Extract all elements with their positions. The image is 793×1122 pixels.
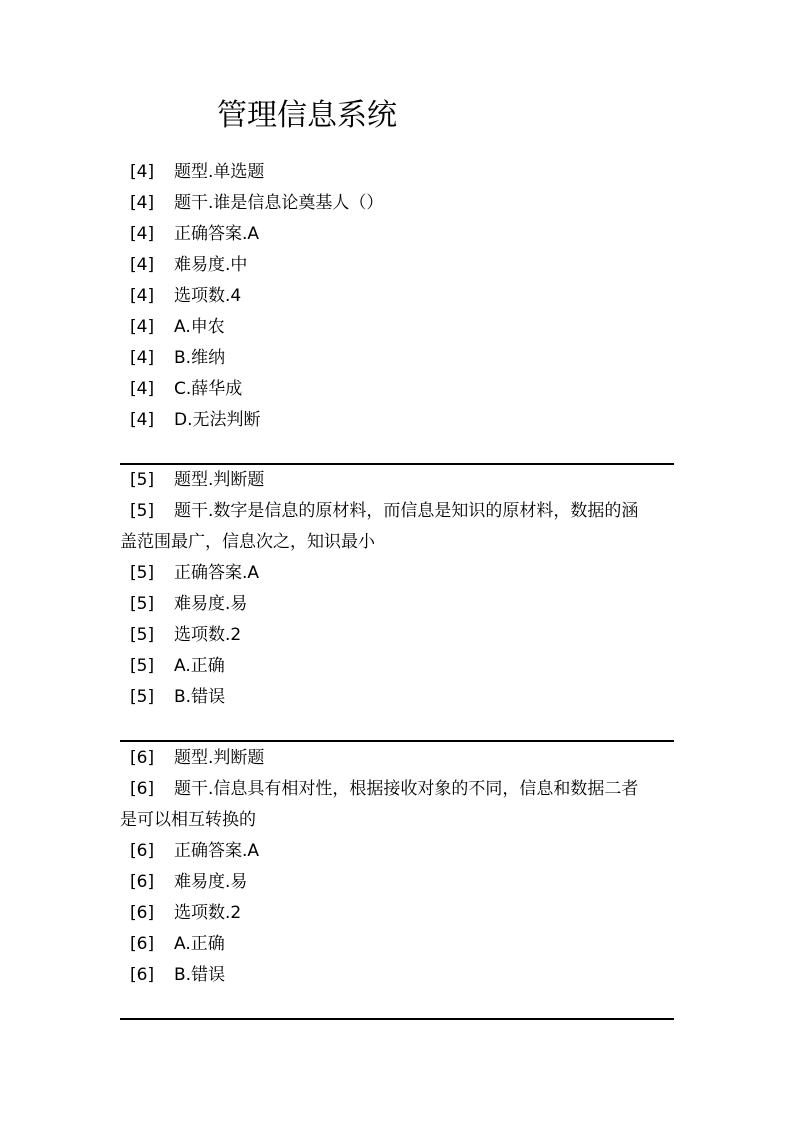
question-option-count: 选项数.2 [174, 903, 242, 923]
question-block-4 [120, 157, 674, 436]
question-option-row [120, 343, 674, 374]
question-answer-row [120, 836, 674, 867]
question-answer-row [120, 219, 674, 250]
question-stem-line-1: 题干.数字是信息的原材料，而信息是知识的原材料，数据的涵 [174, 501, 639, 521]
question-type: 题型.判断题 [174, 748, 265, 768]
question-stem-row [120, 188, 674, 219]
question-type: 题型.单选题 [174, 162, 265, 182]
question-option-row [120, 929, 674, 960]
question-block-6 [120, 743, 674, 991]
question-divider [120, 740, 674, 742]
question-answer: 正确答案.A [174, 563, 260, 583]
question-option-count-row [120, 620, 674, 651]
question-stem-line-2: 盖范围最广，信息次之，知识最小 [120, 532, 375, 552]
question-option: B.错误 [174, 687, 226, 707]
question-answer: 正确答案.A [174, 841, 260, 861]
question-option-count-row [120, 281, 674, 312]
question-difficulty: 难易度.中 [174, 255, 248, 275]
question-tag: [5] [130, 563, 155, 583]
question-tag: [4] [130, 255, 155, 275]
question-option-row [120, 312, 674, 343]
question-option: B.维纳 [174, 348, 226, 368]
document-title: 管理信息系统 [217, 98, 397, 133]
question-tag: [5] [130, 470, 155, 490]
question-stem-row [120, 774, 674, 836]
question-answer-row [120, 558, 674, 589]
question-option: B.错误 [174, 965, 226, 985]
question-tag: [4] [130, 224, 155, 244]
question-option-count: 选项数.4 [174, 286, 242, 306]
question-tag: [4] [130, 286, 155, 306]
question-type: 题型.判断题 [174, 470, 265, 490]
question-option: A.正确 [174, 656, 225, 676]
question-stem: 题干.谁是信息论奠基人（） [174, 193, 384, 213]
question-tag: [4] [130, 162, 155, 182]
question-option-count: 选项数.2 [174, 625, 242, 645]
question-type-row [120, 465, 674, 496]
question-option-row [120, 682, 674, 713]
question-tag: [5] [130, 625, 155, 645]
question-tag: [6] [130, 748, 155, 768]
question-difficulty-row [120, 867, 674, 898]
question-stem-line-1: 题干.信息具有相对性，根据接收对象的不同，信息和数据二者 [174, 779, 639, 799]
question-tag: [4] [130, 410, 155, 430]
question-tag: [5] [130, 656, 155, 676]
question-difficulty-row [120, 589, 674, 620]
question-tag: [6] [130, 872, 155, 892]
question-tag: [5] [130, 501, 155, 521]
question-type-row [120, 743, 674, 774]
question-tag: [4] [130, 317, 155, 337]
question-difficulty-row [120, 250, 674, 281]
question-tag: [4] [130, 348, 155, 368]
question-option-row [120, 405, 674, 436]
question-tag: [6] [130, 965, 155, 985]
question-type-row [120, 157, 674, 188]
question-option-row [120, 960, 674, 991]
question-option: A.申农 [174, 317, 225, 337]
question-option: C.薛华成 [174, 379, 243, 399]
question-tag: [6] [130, 903, 155, 923]
question-answer: 正确答案.A [174, 224, 260, 244]
question-tag: [4] [130, 193, 155, 213]
question-block-5 [120, 465, 674, 713]
question-tag: [6] [130, 934, 155, 954]
question-divider [120, 1018, 674, 1020]
question-option-row [120, 374, 674, 405]
question-option-row [120, 651, 674, 682]
question-tag: [6] [130, 779, 155, 799]
question-tag: [5] [130, 687, 155, 707]
question-difficulty: 难易度.易 [174, 594, 248, 614]
question-stem-row [120, 496, 674, 558]
question-tag: [5] [130, 594, 155, 614]
question-tag: [6] [130, 841, 155, 861]
question-stem-line-2: 是可以相互转换的 [120, 810, 256, 830]
question-tag: [4] [130, 379, 155, 399]
question-difficulty: 难易度.易 [174, 872, 248, 892]
question-option: A.正确 [174, 934, 225, 954]
question-option-count-row [120, 898, 674, 929]
question-option: D.无法判断 [174, 410, 261, 430]
